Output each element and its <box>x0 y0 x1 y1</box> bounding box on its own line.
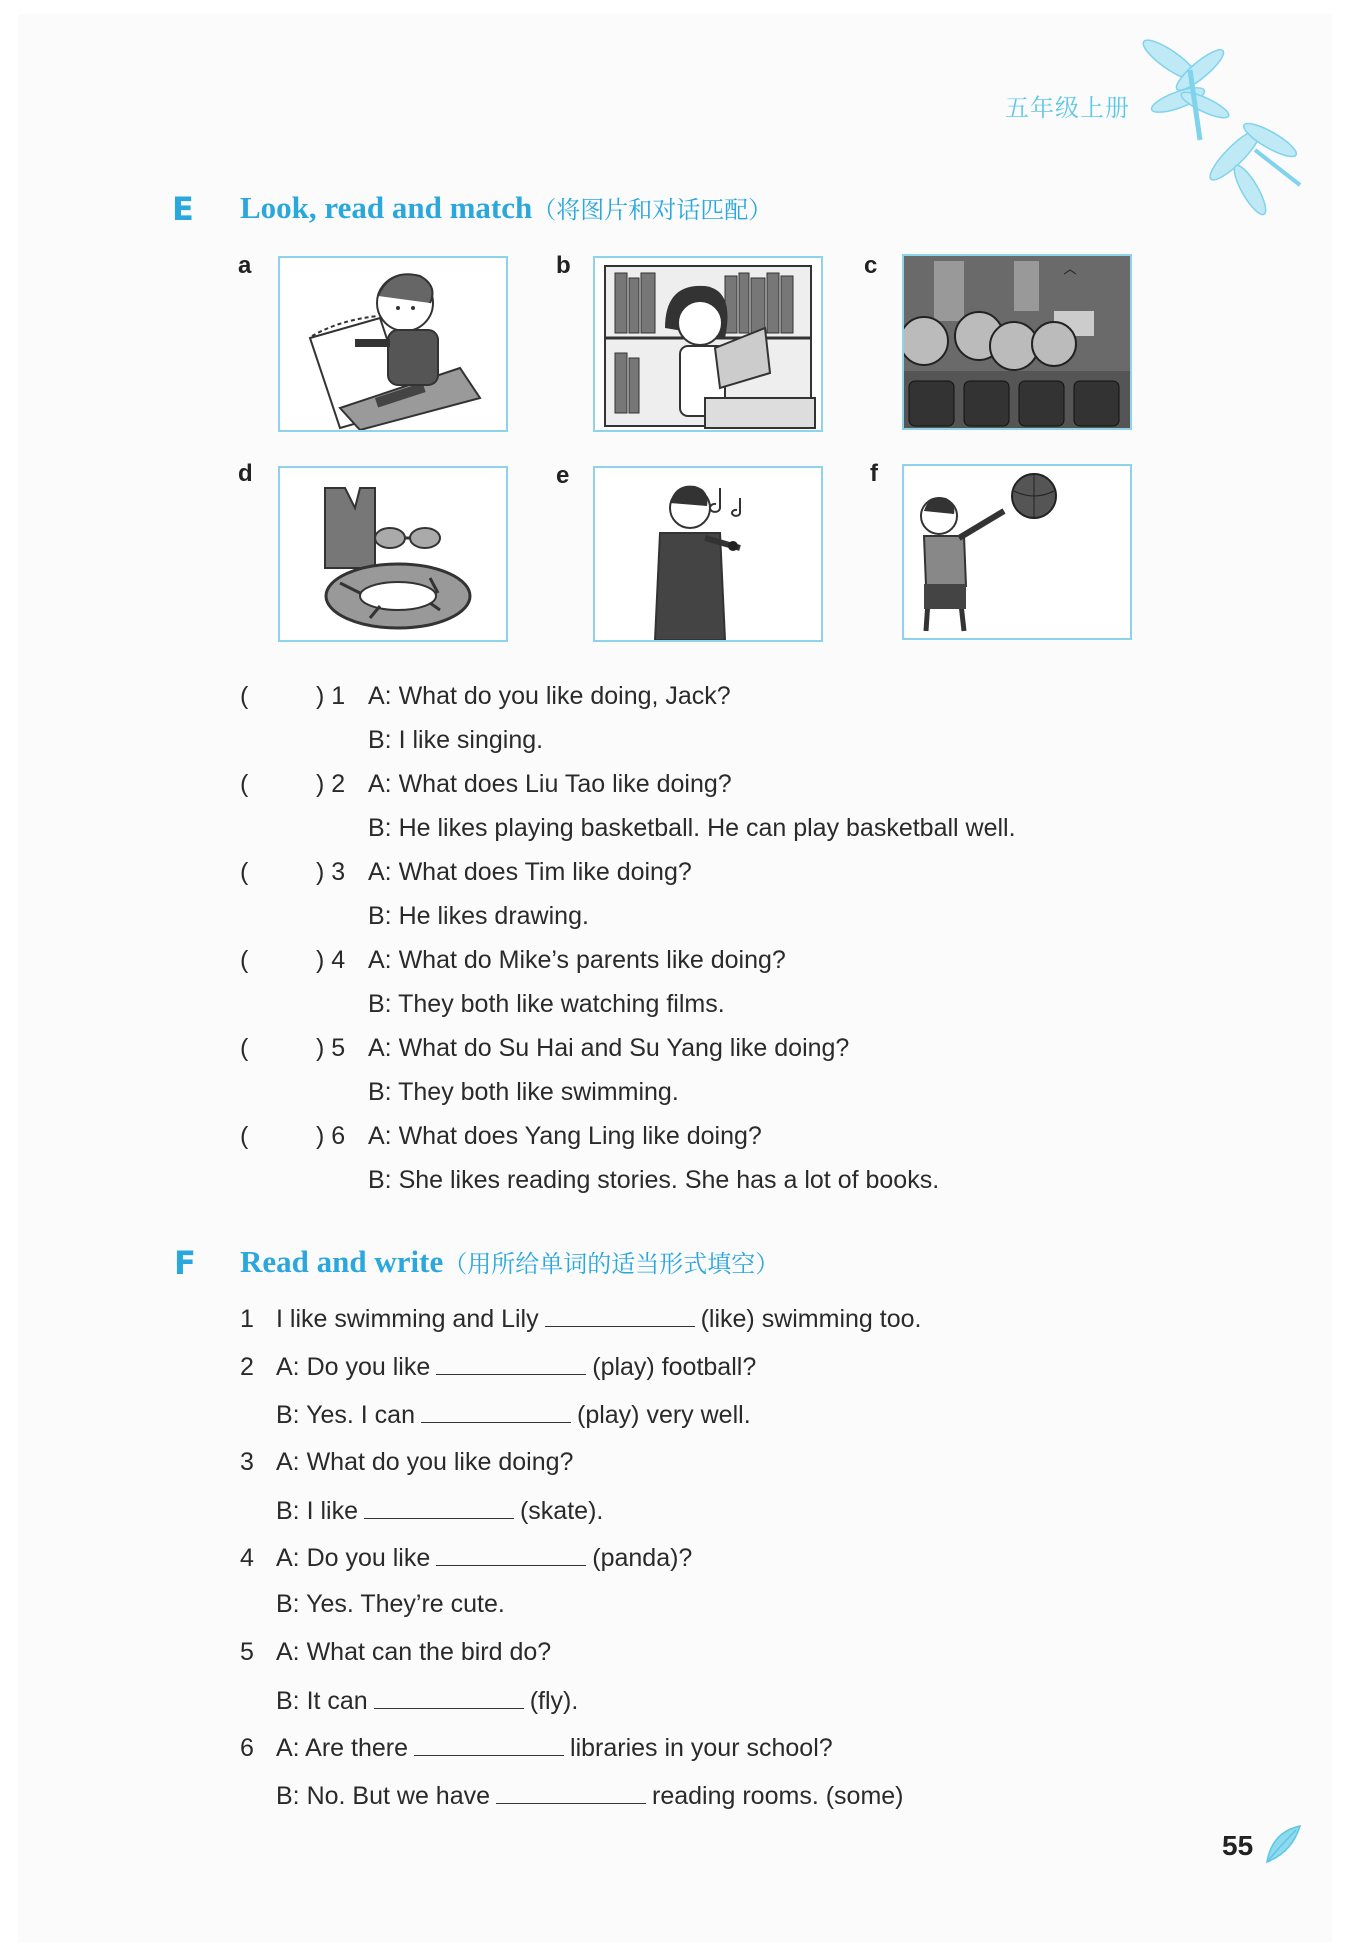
answer-blank[interactable] <box>496 1781 646 1804</box>
cinema-audience-icon <box>904 256 1130 428</box>
picture-label-e: e <box>556 462 570 489</box>
section-e-letter: E <box>172 190 194 228</box>
match-5-answer: B: They both like swimming. <box>368 1078 679 1106</box>
answer-blank[interactable] <box>436 1543 586 1566</box>
picture-d <box>278 466 508 642</box>
answer-blank[interactable] <box>374 1686 524 1709</box>
match-2-answer: B: He likes playing basketball. He can play basketball well. <box>368 814 1016 842</box>
match-2-paren-open[interactable]: ( <box>240 770 249 798</box>
picture-b <box>593 256 823 432</box>
fill-line-4b <box>240 1590 505 1619</box>
match-2-number: ) 2 <box>316 770 346 798</box>
match-6-question: A: What does Yang Ling like doing? <box>368 1122 762 1150</box>
girl-reading-icon <box>595 258 821 430</box>
fill-line-hint: reading rooms. (some) <box>652 1782 904 1810</box>
match-1-answer: B: I like singing. <box>368 726 544 754</box>
match-3-paren-open[interactable]: ( <box>240 858 249 886</box>
picture-label-a: a <box>238 252 252 279</box>
dragonfly-decoration-icon <box>1140 30 1310 220</box>
fill-line-hint: libraries in your school? <box>570 1734 833 1762</box>
fill-line-hint: (panda)? <box>592 1544 693 1572</box>
boy-singing-icon <box>595 468 821 640</box>
fill-line-text: A: Are there <box>276 1734 409 1762</box>
fill-line-hint: (play) very well. <box>577 1401 751 1429</box>
picture-f <box>902 464 1132 640</box>
fill-line-2b <box>240 1400 751 1430</box>
fill-line-text: B: No. But we have <box>276 1782 491 1810</box>
match-1-question: A: What do you like doing, Jack? <box>368 682 731 710</box>
section-e-title-cn: （将图片和对话匹配） <box>532 196 773 224</box>
fill-line-number: 3 <box>240 1448 254 1476</box>
fill-line-hint: (like) swimming too. <box>700 1305 922 1333</box>
match-3-number: ) 3 <box>316 858 346 886</box>
swimming-gear-icon <box>280 468 506 640</box>
fill-line-hint: (skate). <box>519 1497 604 1525</box>
match-4-answer: B: They both like watching films. <box>368 990 725 1018</box>
fill-line-6b <box>240 1781 904 1811</box>
answer-blank[interactable] <box>414 1733 564 1756</box>
picture-e <box>593 466 823 642</box>
grade-header: 五年级上册 <box>1005 94 1130 122</box>
fill-line-text: A: Do you like <box>276 1544 431 1572</box>
boy-basketball-icon <box>904 466 1130 638</box>
fill-line-5a <box>240 1638 551 1667</box>
fill-line-number: 4 <box>240 1544 254 1572</box>
section-f-title-cn: （用所给单词的适当形式填空） <box>443 1250 780 1278</box>
answer-blank[interactable] <box>364 1496 514 1519</box>
fill-line-5b <box>240 1686 578 1716</box>
fill-line-4a <box>240 1543 692 1573</box>
picture-a <box>278 256 508 432</box>
section-f-letter: F <box>174 1244 196 1282</box>
fill-line-2a <box>240 1352 756 1382</box>
match-3-answer: B: He likes drawing. <box>368 902 589 930</box>
boy-drawing-icon <box>280 258 506 430</box>
picture-c <box>902 254 1132 430</box>
fill-line-number: 6 <box>240 1734 254 1762</box>
picture-label-d: d <box>238 460 253 487</box>
section-e-title <box>240 190 772 226</box>
match-5-number: ) 5 <box>316 1034 346 1062</box>
match-4-question: A: What do Mike’s parents like doing? <box>368 946 786 974</box>
fill-line-text: B: It can <box>276 1687 368 1715</box>
fill-line-text: B: Yes. They’re cute. <box>276 1590 505 1618</box>
picture-label-f: f <box>870 460 878 487</box>
answer-blank[interactable] <box>421 1400 571 1423</box>
picture-label-c: c <box>864 252 878 279</box>
fill-line-3a <box>240 1448 573 1477</box>
match-5-paren-open[interactable]: ( <box>240 1034 249 1062</box>
match-3-question: A: What does Tim like doing? <box>368 858 692 886</box>
leaf-decoration-icon <box>1262 1822 1302 1868</box>
fill-line-number: 1 <box>240 1305 254 1333</box>
fill-line-text: B: I like <box>276 1497 358 1525</box>
match-2-question: A: What does Liu Tao like doing? <box>368 770 732 798</box>
section-f-title <box>240 1244 779 1280</box>
match-6-paren-open[interactable]: ( <box>240 1122 249 1150</box>
match-1-paren-open[interactable]: ( <box>240 682 249 710</box>
page-number: 55 <box>1222 1830 1254 1861</box>
fill-line-number: 5 <box>240 1638 254 1666</box>
fill-line-number: 2 <box>240 1353 254 1381</box>
picture-label-b: b <box>556 252 571 279</box>
section-e-title-en: Look, read and match <box>240 190 533 225</box>
fill-line-text: A: What can the bird do? <box>276 1638 552 1666</box>
fill-line-3b <box>240 1496 603 1526</box>
match-5-question: A: What do Su Hai and Su Yang like doing? <box>368 1034 850 1062</box>
match-4-paren-open[interactable]: ( <box>240 946 249 974</box>
fill-line-text: I like swimming and Lily <box>276 1305 539 1333</box>
fill-line-text: B: Yes. I can <box>276 1401 415 1429</box>
fill-line-1 <box>240 1304 921 1334</box>
section-f-title-en: Read and write <box>240 1244 444 1279</box>
match-1-number: ) 1 <box>316 682 346 710</box>
answer-blank[interactable] <box>436 1352 586 1375</box>
match-6-number: ) 6 <box>316 1122 346 1150</box>
fill-line-hint: (fly). <box>529 1687 579 1715</box>
match-6-answer: B: She likes reading stories. She has a lot of books. <box>368 1166 940 1194</box>
fill-line-text: A: What do you like doing? <box>276 1448 574 1476</box>
fill-line-text: A: Do you like <box>276 1353 431 1381</box>
fill-line-hint: (play) football? <box>592 1353 757 1381</box>
answer-blank[interactable] <box>545 1304 695 1327</box>
fill-line-6a <box>240 1733 833 1763</box>
match-4-number: ) 4 <box>316 946 346 974</box>
